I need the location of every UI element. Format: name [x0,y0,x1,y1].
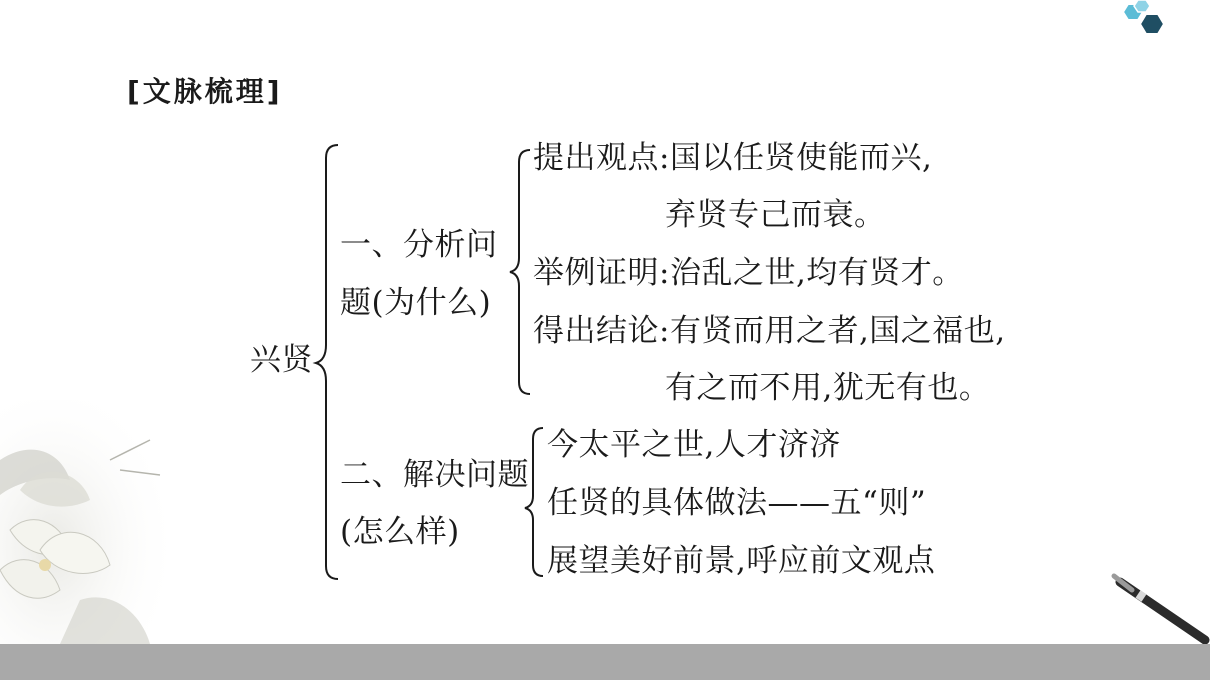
branch1-item3-line1: 得出结论:有贤而用之者,国之福也, [533,313,1006,349]
branch1-item1-line2: 弃贤专己而衰。 [665,197,886,233]
branch2-item1: 今太平之世,人才济济 [547,427,841,463]
branch1-item2: 举例证明:治乱之世,均有贤才。 [533,255,964,291]
branch1-item3-line2: 有之而不用,犹无有也。 [665,370,991,406]
root-label: 兴贤 [250,342,313,378]
footer-bar [0,644,1210,680]
branch1-label-line1: 一、分析问 [340,227,498,263]
branch2-item2: 任贤的具体做法——五“则” [547,485,927,521]
section-title: [文脉梳理] [127,75,283,108]
branch2-label-line1: 二、解决问题 [340,457,529,493]
branch1-item1-line1: 提出观点:国以任贤使能而兴, [533,140,933,176]
branch1-label-line2: 题(为什么) [340,285,492,321]
branch1-brace [510,150,530,394]
branch2-brace [525,428,543,576]
root-brace [316,145,338,579]
branch2-item3: 展望美好前景,呼应前文观点 [547,543,936,579]
branch2-label-line2: (怎么样) [340,514,460,550]
